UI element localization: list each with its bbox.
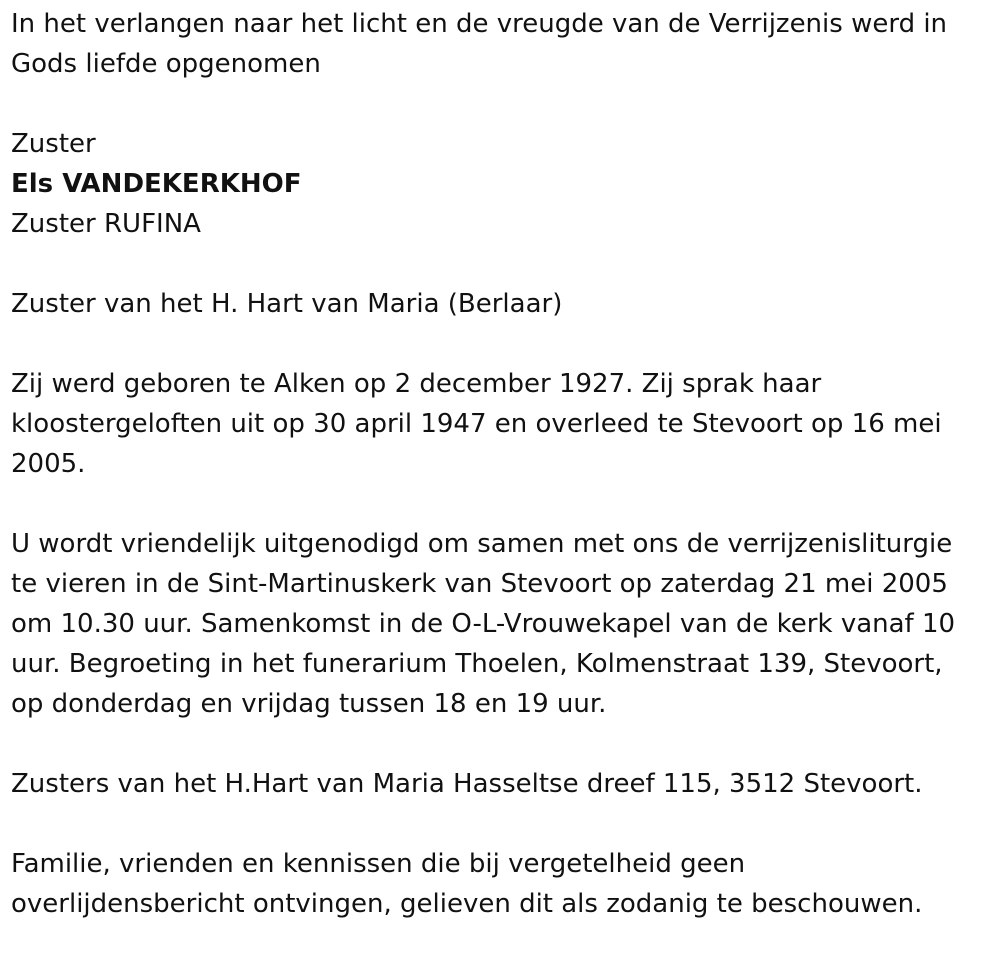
spacer [11,244,986,284]
congregation: Zuster van het H. Hart van Maria (Berlaar) [11,289,563,319]
closing-line-2: overlijdensbericht ontvingen, gelieven dit als zodanig te beschouwen. [11,889,923,919]
bio-line-1: Zij werd geboren te Alken op 2 december 1927. Zij sprak haar [11,369,822,399]
spacer [11,324,986,364]
spacer [11,804,986,844]
invitation-line-3: om 10.30 uur. Samenkomst in de O-L-Vrouwekapel van de kerk vanaf 10 [11,609,956,639]
address: Zusters van het H.Hart van Maria Hasseltse dreef 115, 3512 Stevoort. [11,769,923,799]
intro-line-2: Gods liefde opgenomen [11,49,321,79]
spacer [11,724,986,764]
title: Zuster [11,129,96,159]
invitation-line-2: te vieren in de Sint-Martinuskerk van Stevoort op zaterdag 21 mei 2005 [11,569,948,599]
intro-line-1: In het verlangen naar het licht en de vreugde van de Verrijzenis werd in [11,9,948,39]
religious-name: Zuster RUFINA [11,209,201,239]
invitation-line-1: U wordt vriendelijk uitgenodigd om samen met ons de verrijzenisliturgie [11,529,953,559]
bio-line-2: kloostergeloften uit op 30 april 1947 en overleed te Stevoort op 16 mei [11,409,942,439]
closing-line-1: Familie, vrienden en kennissen die bij vergetelheid geen [11,849,746,879]
spacer [11,84,986,124]
spacer [11,484,986,524]
deceased-name: Els VANDEKERKHOF [11,169,302,199]
invitation-line-4: uur. Begroeting in het funerarium Thoelen, Kolmenstraat 139, Stevoort, [11,649,943,679]
invitation-line-5: op donderdag en vrijdag tussen 18 en 19 uur. [11,689,607,719]
bio-line-3: 2005. [11,449,86,479]
